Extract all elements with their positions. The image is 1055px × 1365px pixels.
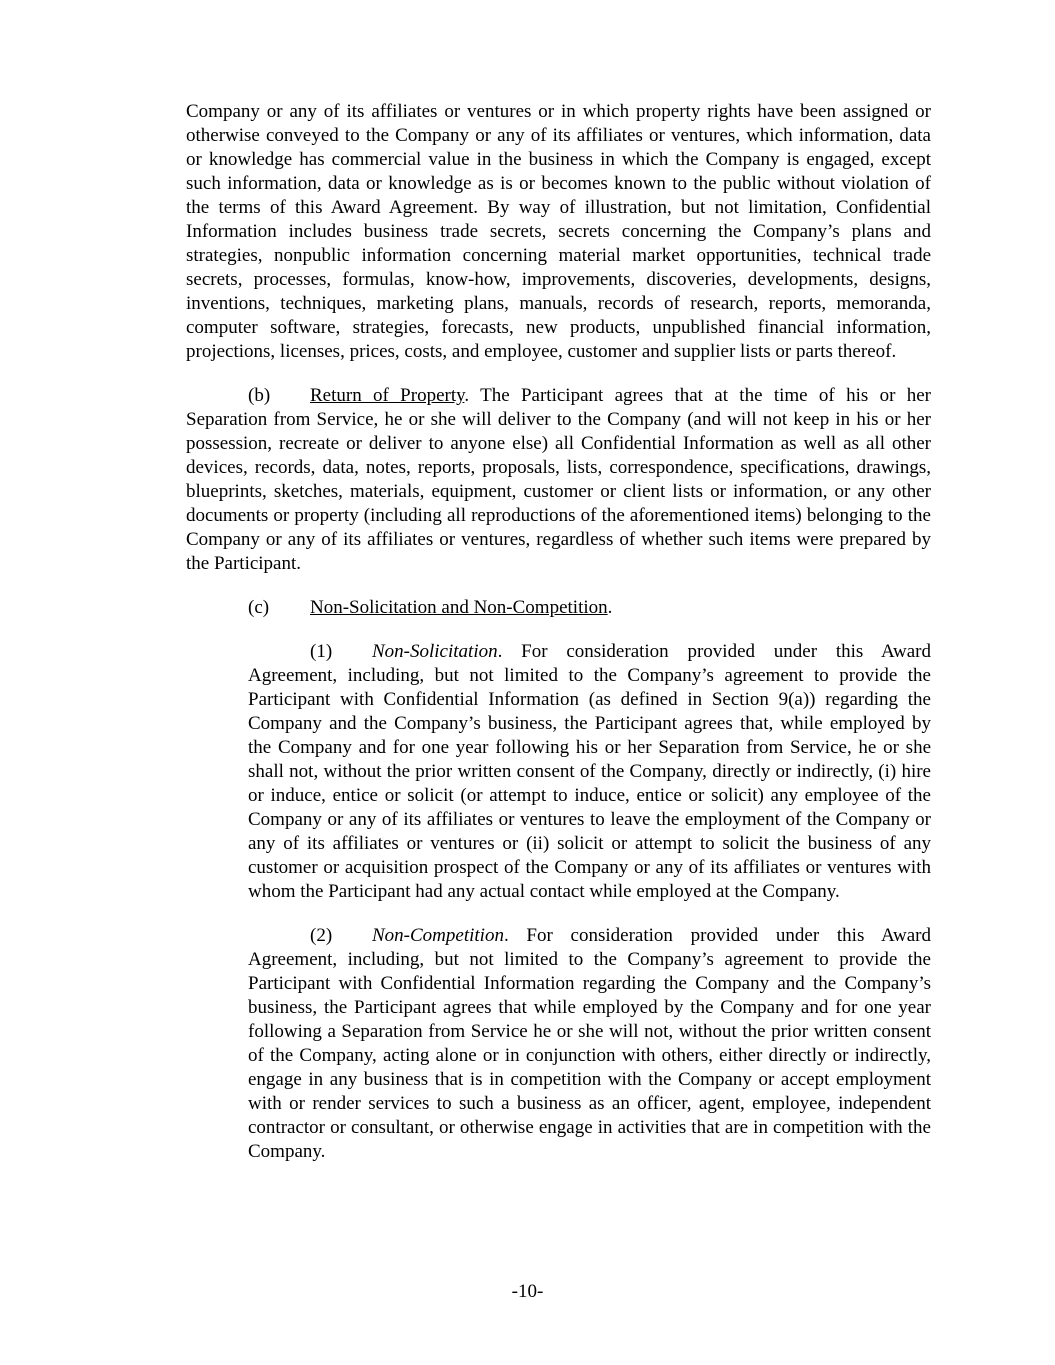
subsection-2-heading-punct: .	[503, 925, 509, 946]
subsection-1-heading-punct: .	[497, 641, 503, 662]
section-c-heading: Non-Solicitation and Non-Competition	[310, 597, 608, 618]
section-b-heading-punct: .	[464, 385, 470, 406]
subsection-1-text: For consideration provided under this Award Agreement, including, but not limited to the Company’s agreement to provide the Participant with Confidential Information (as defined in Section 9(a)) regarding the Company and the Company’s business, the Participant agrees that, while employed by the Company and for one year following his or her Separation from Service, he or she shall not, without the prior written consent of the Company, directly or indirectly, (i) hire or induce, entice or solicit (or attempt to induce, entice or solicit) any employee of the Company or any of its affiliates or ventures to leave the employment of the Company or any of its affiliates or ventures or (ii) solicit or attempt to solicit the business of any customer or acquisition prospect of the Company or any of its affiliates or ventures with whom the Participant had any actual contact while employed at the Company.	[248, 641, 931, 902]
subsection-2-heading: Non-Competition	[372, 925, 504, 946]
document-body	[186, 100, 931, 1184]
paragraph-confidential-information-continuation: Company or any of its affiliates or ventures or in which property rights have been assigned or otherwise conveyed to the Company or any of its affiliates or ventures, which information, data or knowledge has commercial value in the business in which the Company is engaged, except such information, data or knowledge as is or becomes known to the public without violation of the terms of this Award Agreement. By way of illustration, but not limitation, Confidential Information includes business trade secrets, secrets concerning the Company’s plans and strategies, nonpublic information concerning material market opportunities, technical trade secrets, processes, formulas, know-how, improvements, discoveries, developments, designs, inventions, techniques, marketing plans, manuals, records of research, reports, memoranda, computer software, strategies, forecasts, new products, unpublished financial information, projections, licenses, prices, costs, and employee, customer and supplier lists or parts thereof.	[186, 101, 931, 362]
section-b-return-of-property	[186, 384, 931, 576]
page-number: -10-	[511, 1281, 544, 1302]
subsection-2-label: (2)	[310, 925, 333, 946]
subsection-1-non-solicitation	[248, 640, 931, 904]
section-c-label: (c)	[248, 597, 270, 618]
section-c-heading-line	[186, 596, 931, 620]
section-b-label: (b)	[248, 385, 271, 406]
section-c-heading-punct: .	[607, 597, 613, 618]
section-b-text: The Participant agrees that at the time of his or her Separation from Service, he or she will deliver to the Company (and will not keep in his or her possession, recreate or deliver to anyone else) all Confidential Information as well as all other devices, records, data, notes, reports, proposals, lists, correspondence, specifications, drawings, blueprints, sketches, materials, equipment, customer or client lists or information, or any other documents or property (including all reproductions of the aforementioned items) belonging to the Company or any of its affiliates or ventures, regardless of whether such items were prepared by the Participant.	[186, 385, 931, 574]
section-b-heading: Return of Property	[310, 385, 465, 406]
subsection-2-text: For consideration provided under this Award Agreement, including, but not limited to the Company’s agreement to provide the Participant with Confidential Information regarding the Company and the Company’s business, the Participant agrees that while employed by the Company and for one year following a Separation from Service he or she will not, without the prior written consent of the Company, acting alone or in conjunction with others, either directly or indirectly, engage in any business that is in competition with the Company or accept employment with or render services to such a business as an officer, agent, employee, independent contractor or consultant, or otherwise engage in activities that are in competition with the Company.	[248, 925, 931, 1162]
subsection-2-non-competition	[248, 924, 931, 1164]
subsection-1-heading: Non-Solicitation	[372, 641, 498, 662]
subsection-1-label: (1)	[310, 641, 333, 662]
